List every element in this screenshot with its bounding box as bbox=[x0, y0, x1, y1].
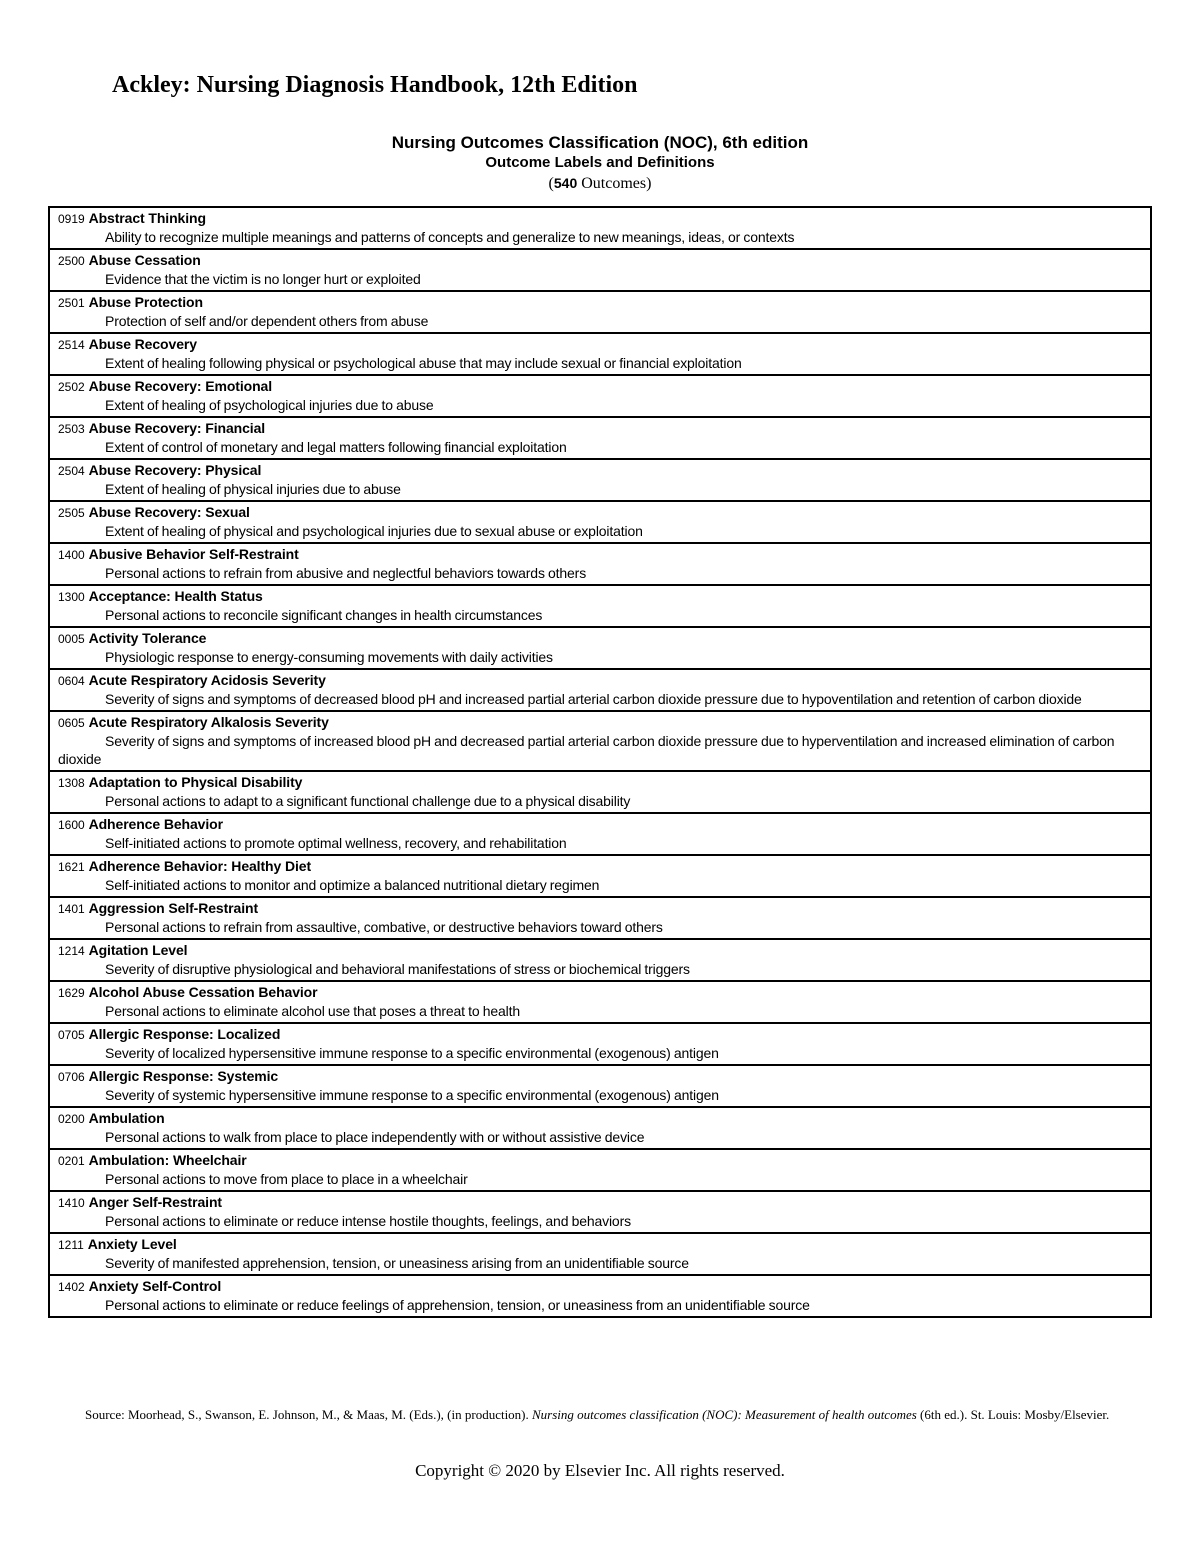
outcome-definition: Ability to recognize multiple meanings and patterns of concepts and generalize to new meanings, ideas, or contexts bbox=[105, 229, 795, 245]
outcome-code: 0200 bbox=[58, 1112, 85, 1126]
outcome-heading bbox=[58, 545, 1142, 564]
outcome-definition: Extent of control of monetary and legal matters following financial exploitation bbox=[105, 439, 567, 455]
outcome-label: Abuse Cessation bbox=[88, 252, 201, 268]
outcome-heading bbox=[58, 461, 1142, 480]
outcome-heading bbox=[58, 251, 1142, 270]
outcome-row bbox=[50, 626, 1150, 668]
outcome-heading bbox=[58, 713, 1142, 732]
outcome-row bbox=[50, 542, 1150, 584]
outcome-label: Abuse Recovery bbox=[88, 336, 197, 352]
outcome-definition: Personal actions to walk from place to place independently with or without assistive device bbox=[105, 1129, 645, 1145]
outcome-row bbox=[50, 458, 1150, 500]
outcome-label: Abuse Recovery: Physical bbox=[88, 462, 262, 478]
outcome-row bbox=[50, 208, 1150, 248]
outcome-label: Abuse Recovery: Emotional bbox=[88, 378, 273, 394]
outcome-code: 1211 bbox=[58, 1238, 84, 1252]
outcome-heading bbox=[58, 503, 1142, 522]
outcome-definition: Extent of healing of physical and psychological injuries due to sexual abuse or exploitation bbox=[105, 523, 643, 539]
outcome-row bbox=[50, 710, 1150, 770]
outcome-label: Abusive Behavior Self-Restraint bbox=[88, 546, 299, 562]
outcome-definition: Evidence that the victim is no longer hurt or exploited bbox=[105, 271, 421, 287]
classification-subtitle: Outcome Labels and Definitions bbox=[485, 154, 715, 171]
outcome-code: 2505 bbox=[58, 506, 85, 520]
outcome-label: Allergic Response: Systemic bbox=[88, 1068, 279, 1084]
outcome-code: 1308 bbox=[58, 776, 85, 790]
outcome-heading bbox=[58, 983, 1142, 1002]
outcome-heading bbox=[58, 1277, 1142, 1296]
outcome-row bbox=[50, 416, 1150, 458]
outcome-definition: Severity of signs and symptoms of increased blood pH and decreased partial arterial carbon dioxide pressure due to hyperventilation and increased elimination of carbon dioxide bbox=[58, 733, 1115, 767]
outcome-code: 1300 bbox=[58, 590, 85, 604]
outcome-label: Allergic Response: Localized bbox=[88, 1026, 281, 1042]
outcome-count-suffix: Outcomes) bbox=[577, 175, 652, 192]
outcome-definition: Personal actions to adapt to a significant functional challenge due to a physical disability bbox=[105, 793, 631, 809]
outcome-label: Anxiety Self-Control bbox=[88, 1278, 222, 1294]
outcome-label: Adherence Behavior bbox=[88, 816, 223, 832]
outcome-definition: Physiologic response to energy-consuming movements with daily activities bbox=[105, 649, 553, 665]
outcome-heading bbox=[58, 1025, 1142, 1044]
outcome-heading bbox=[58, 419, 1142, 438]
outcome-definition: Self-initiated actions to promote optimal wellness, recovery, and rehabilitation bbox=[105, 835, 567, 851]
outcome-code: 2504 bbox=[58, 464, 85, 478]
outcome-code: 1401 bbox=[58, 902, 85, 916]
outcome-code: 2503 bbox=[58, 422, 85, 436]
outcome-count-number: 540 bbox=[553, 175, 578, 191]
outcome-heading bbox=[58, 671, 1142, 690]
outcome-count-prefix: ( bbox=[548, 175, 554, 192]
outcome-definition: Severity of localized hypersensitive immune response to a specific environmental (exogenous) antigen bbox=[105, 1045, 719, 1061]
outcome-code: 2502 bbox=[58, 380, 85, 394]
outcome-row bbox=[50, 812, 1150, 854]
outcome-definition: Extent of healing of physical injuries due to abuse bbox=[105, 481, 401, 497]
outcome-heading bbox=[58, 587, 1142, 606]
outcome-row bbox=[50, 938, 1150, 980]
outcome-label: Acute Respiratory Alkalosis Severity bbox=[88, 714, 329, 730]
source-title: Nursing outcomes classification (NOC): Measurement of health outcomes bbox=[532, 1407, 917, 1422]
outcome-row bbox=[50, 896, 1150, 938]
source-citation bbox=[85, 1406, 1120, 1423]
outcome-label: Acute Respiratory Acidosis Severity bbox=[88, 672, 326, 688]
outcome-label: Anxiety Level bbox=[87, 1236, 177, 1252]
outcome-label: Abuse Recovery: Sexual bbox=[88, 504, 250, 520]
outcome-code: 0705 bbox=[58, 1028, 85, 1042]
outcome-row bbox=[50, 248, 1150, 290]
outcome-row bbox=[50, 980, 1150, 1022]
outcome-row bbox=[50, 290, 1150, 332]
outcome-row bbox=[50, 1274, 1150, 1316]
outcome-definition: Personal actions to refrain from abusive and neglectful behaviors towards others bbox=[105, 565, 587, 581]
outcome-code: 1621 bbox=[58, 860, 85, 874]
outcome-definition: Protection of self and/or dependent others from abuse bbox=[105, 313, 429, 329]
outcome-row bbox=[50, 770, 1150, 812]
outcome-definition: Extent of healing following physical or psychological abuse that may include sexual or financial exploitation bbox=[105, 355, 742, 371]
outcome-heading bbox=[58, 293, 1142, 312]
outcome-label: Anger Self-Restraint bbox=[88, 1194, 222, 1210]
outcome-label: Activity Tolerance bbox=[88, 630, 207, 646]
outcome-code: 2500 bbox=[58, 254, 85, 268]
outcome-label: Acceptance: Health Status bbox=[88, 588, 263, 604]
outcome-row bbox=[50, 668, 1150, 710]
outcome-definition: Severity of signs and symptoms of decreased blood pH and increased partial arterial carbon dioxide pressure due to hypoventilation and retention of carbon dioxide bbox=[105, 691, 1082, 707]
outcome-heading bbox=[58, 773, 1142, 792]
outcome-heading bbox=[58, 941, 1142, 960]
outcome-label: Agitation Level bbox=[88, 942, 188, 958]
copyright-notice: Copyright © 2020 by Elsevier Inc. All rights reserved. bbox=[415, 1461, 785, 1480]
outcome-heading bbox=[58, 1235, 1142, 1254]
outcome-definition: Severity of disruptive physiological and behavioral manifestations of stress or biochemical triggers bbox=[105, 961, 690, 977]
outcome-row bbox=[50, 1022, 1150, 1064]
outcome-code: 0919 bbox=[58, 212, 85, 226]
outcome-code: 0005 bbox=[58, 632, 85, 646]
outcome-heading bbox=[58, 815, 1142, 834]
outcome-code: 2501 bbox=[58, 296, 85, 310]
outcome-code: 1400 bbox=[58, 548, 85, 562]
outcome-heading bbox=[58, 335, 1142, 354]
outcome-label: Ambulation bbox=[88, 1110, 165, 1126]
outcome-row bbox=[50, 500, 1150, 542]
outcome-heading bbox=[58, 1109, 1142, 1128]
outcome-label: Adaptation to Physical Disability bbox=[88, 774, 303, 790]
outcome-heading bbox=[58, 1067, 1142, 1086]
outcome-code: 1600 bbox=[58, 818, 85, 832]
source-prefix: Source: Moorhead, S., Swanson, E. Johnson, M., & Maas, M. (Eds.), (in production). bbox=[85, 1407, 533, 1422]
outcome-label: Aggression Self-Restraint bbox=[88, 900, 259, 916]
outcome-definition: Personal actions to refrain from assaultive, combative, or destructive behaviors toward others bbox=[105, 919, 663, 935]
classification-title: Nursing Outcomes Classification (NOC), 6th edition bbox=[391, 133, 809, 152]
outcome-code: 1410 bbox=[58, 1196, 85, 1210]
outcome-row bbox=[50, 1190, 1150, 1232]
outcome-definition: Personal actions to move from place to place in a wheelchair bbox=[105, 1171, 468, 1187]
outcome-heading bbox=[58, 899, 1142, 918]
outcome-heading bbox=[58, 1151, 1142, 1170]
outcome-label: Abuse Protection bbox=[88, 294, 203, 310]
outcome-row bbox=[50, 1148, 1150, 1190]
outcome-row bbox=[50, 332, 1150, 374]
outcome-definition: Severity of manifested apprehension, tension, or uneasiness arising from an unidentifiable source bbox=[105, 1255, 689, 1271]
outcome-row bbox=[50, 374, 1150, 416]
outcome-definition: Extent of healing of psychological injuries due to abuse bbox=[105, 397, 434, 413]
outcome-code: 1402 bbox=[58, 1280, 85, 1294]
outcome-code: 0604 bbox=[58, 674, 85, 688]
outcome-label: Abuse Recovery: Financial bbox=[88, 420, 266, 436]
outcome-row bbox=[50, 854, 1150, 896]
book-title: Ackley: Nursing Diagnosis Handbook, 12th Edition bbox=[112, 72, 638, 98]
outcome-definition: Personal actions to eliminate or reduce feelings of apprehension, tension, or uneasiness from an unidentifiable source bbox=[105, 1297, 810, 1313]
outcome-definition: Severity of systemic hypersensitive immune response to a specific environmental (exogenous) antigen bbox=[105, 1087, 719, 1103]
outcome-code: 0706 bbox=[58, 1070, 85, 1084]
outcome-label: Adherence Behavior: Healthy Diet bbox=[88, 858, 312, 874]
outcome-code: 0201 bbox=[58, 1154, 85, 1168]
outcome-code: 0605 bbox=[58, 716, 85, 730]
outcome-row bbox=[50, 1064, 1150, 1106]
outcome-label: Alcohol Abuse Cessation Behavior bbox=[88, 984, 318, 1000]
outcome-label: Abstract Thinking bbox=[88, 210, 206, 226]
outcome-heading bbox=[58, 377, 1142, 396]
outcome-definition: Personal actions to reconcile significant changes in health circumstances bbox=[105, 607, 543, 623]
outcome-row bbox=[50, 584, 1150, 626]
outcome-code: 1214 bbox=[58, 944, 85, 958]
outcome-label: Ambulation: Wheelchair bbox=[88, 1152, 247, 1168]
outcome-definition: Personal actions to eliminate or reduce intense hostile thoughts, feelings, and behaviors bbox=[105, 1213, 631, 1229]
outcome-code: 1629 bbox=[58, 986, 85, 1000]
outcome-row bbox=[50, 1106, 1150, 1148]
source-suffix: (6th ed.). St. Louis: Mosby/Elsevier. bbox=[916, 1407, 1110, 1422]
outcome-code: 2514 bbox=[58, 338, 85, 352]
outcome-definition: Personal actions to eliminate alcohol use that poses a threat to health bbox=[105, 1003, 521, 1019]
outcome-heading bbox=[58, 857, 1142, 876]
outcome-row bbox=[50, 1232, 1150, 1274]
outcome-heading bbox=[58, 629, 1142, 648]
outcome-heading bbox=[58, 1193, 1142, 1212]
outcome-heading bbox=[58, 209, 1142, 228]
outcome-definition: Self-initiated actions to monitor and optimize a balanced nutritional dietary regimen bbox=[105, 877, 600, 893]
outcome-count bbox=[0, 175, 1200, 193]
outcomes-table bbox=[48, 206, 1152, 1318]
